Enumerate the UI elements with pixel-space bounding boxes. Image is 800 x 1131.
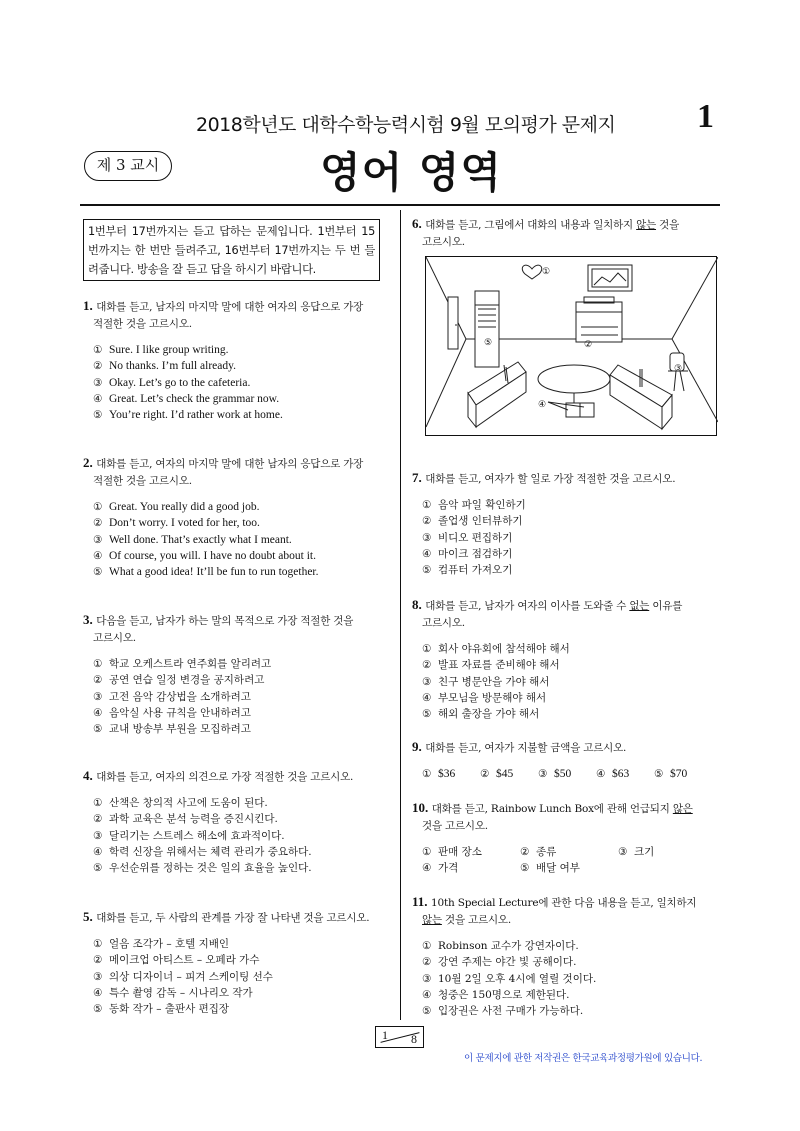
option-list [412, 497, 722, 578]
option-list [412, 766, 722, 782]
figure-label-3: ③ [674, 364, 683, 374]
option[interactable]: ③ Well done. That’s exactly what I meant. [93, 533, 292, 546]
question-2 [83, 454, 393, 580]
question-stem: 다음을 듣고, 남자가 하는 말의 목적으로 가장 적절한 것을 [96, 615, 354, 627]
question-stem-cont: 적절한 것을 고르시오. [93, 475, 192, 487]
option[interactable]: ④ 부모님을 방문해야 해서 [422, 691, 547, 704]
option[interactable]: ④ 청중은 150명으로 제한된다. [422, 988, 570, 1001]
option[interactable]: ① $36 [422, 768, 456, 780]
option[interactable]: ① 판매 장소 [422, 846, 482, 858]
question-stem: 대화를 듣고, Rainbow Lunch Box에 관해 언급되지 않은 [431, 803, 693, 815]
option-list [83, 499, 393, 580]
column-divider [400, 210, 401, 1020]
option[interactable]: ⑤ What a good idea! It’ll be fun to run together. [93, 566, 319, 579]
question-stem-cont: 고르시오. [422, 617, 465, 629]
figure-label-4: ④ [538, 400, 547, 410]
option[interactable]: ② 과학 교육은 분석 능력을 증진시킨다. [93, 813, 278, 826]
header-rule [80, 204, 720, 206]
period-badge: 제 3 교시 [84, 151, 172, 181]
option[interactable]: ② No thanks. I’m full already. [93, 360, 236, 373]
question-stem-cont: 않는 것을 고르시오. [422, 914, 511, 926]
option[interactable]: ① 얼음 조각가 – 호텔 지배인 [93, 938, 230, 950]
option[interactable]: ⑤ 우선순위를 정하는 것은 일의 효율을 높인다. [93, 862, 312, 875]
question-number: 6. [412, 216, 422, 231]
question-number: 2. [83, 455, 93, 470]
option[interactable]: ③ 고전 음악 감상법을 소개하려고 [93, 690, 251, 703]
question-number: 9. [412, 739, 422, 754]
option[interactable]: ⑤ 해외 출장을 가야 해서 [422, 708, 540, 721]
question-stem-cont: 고르시오. [93, 632, 136, 644]
figure-label-2: ② [584, 340, 593, 350]
option[interactable]: ⑤ 배달 여부 [520, 862, 580, 875]
option[interactable]: ① 학교 오케스트라 연주회를 알리려고 [93, 658, 272, 670]
option-list [412, 641, 722, 722]
question-9 [412, 738, 722, 782]
option-list [83, 936, 393, 1017]
question-number: 4. [83, 768, 93, 783]
option[interactable]: ③ 달리기는 스트레스 해소에 효과적이다. [93, 829, 285, 842]
office-illustration [425, 256, 717, 436]
question-stem: 대화를 듣고, 남자의 마지막 말에 대한 여자의 응답으로 가장 [96, 301, 364, 313]
option[interactable]: ② 공연 연습 일정 변경을 공지하려고 [93, 674, 265, 687]
current-page: 1 [382, 1028, 388, 1042]
option[interactable]: ① 회사 야유회에 참석해야 해서 [422, 643, 570, 655]
option-list [83, 656, 393, 737]
question-number: 3. [83, 612, 93, 627]
option[interactable]: ⑤ 교내 방송부 부원을 모집하려고 [93, 723, 251, 736]
option[interactable]: ④ Great. Let’s check the grammar now. [93, 392, 280, 405]
option[interactable]: ③ 의상 디자이너 – 피겨 스케이팅 선수 [93, 970, 273, 983]
option[interactable]: ⑤ 컴퓨터 가져오기 [422, 564, 513, 577]
option[interactable]: ⑤ 동화 작가 – 출판사 편집장 [93, 1003, 230, 1016]
option[interactable]: ② $45 [480, 768, 514, 780]
question-stem: 대화를 듣고, 여자의 의견으로 가장 적절한 것을 고르시오. [96, 771, 354, 783]
option[interactable]: ⑤ 입장권은 사전 구매가 가능하다. [422, 1005, 584, 1018]
question-stem: 대화를 듣고, 여자가 할 일로 가장 적절한 것을 고르시오. [425, 473, 676, 485]
question-10 [412, 799, 722, 877]
option[interactable]: ① 산책은 창의적 사고에 도움이 된다. [93, 797, 268, 809]
option[interactable]: ① Sure. I like group writing. [93, 344, 229, 356]
question-number: 1. [83, 298, 93, 313]
option[interactable]: ③ $50 [538, 768, 572, 780]
question-4 [83, 767, 393, 876]
question-number: 7. [412, 470, 422, 485]
question-8 [412, 596, 722, 722]
exam-title: 2018학년도 대학수학능력시험 9월 모의평가 문제지 [196, 114, 616, 136]
page-number: 1 [697, 98, 714, 135]
question-5 [83, 908, 393, 1017]
question-number: 10. [412, 800, 429, 815]
option[interactable]: ② 발표 자료를 준비해야 해서 [422, 659, 560, 672]
option[interactable]: ② 졸업생 인터뷰하기 [422, 515, 523, 528]
option[interactable]: ③ 10월 2일 오후 4시에 열릴 것이다. [422, 972, 597, 985]
option[interactable]: ⑤ $70 [654, 768, 688, 780]
option[interactable]: ② 강연 주제는 야간 빛 공해이다. [422, 956, 577, 969]
option[interactable]: ④ 학력 신장을 위해서는 체력 관리가 중요하다. [93, 845, 312, 858]
question-stem: 대화를 듣고, 여자가 지불할 금액을 고르시오. [425, 742, 627, 754]
option[interactable]: ① Great. You really did a good job. [93, 501, 260, 513]
option[interactable]: ③ 비디오 편집하기 [422, 531, 513, 544]
question-7 [412, 469, 722, 578]
option[interactable]: ② 종류 [520, 846, 557, 858]
option-list [412, 938, 722, 1019]
notice-box: 1번부터 17번까지는 듣고 답하는 문제입니다. 1번부터 15번까지는 한 번만 들려주고, 16번부터 17번까지는 두 번 들려줍니다. 방송을 잘 듣고 답을 하시기 바랍니다. [83, 219, 380, 281]
option[interactable]: ③ 친구 병문안을 가야 해서 [422, 675, 550, 688]
option[interactable]: ④ $63 [596, 768, 630, 780]
page-indicator [375, 1026, 424, 1048]
option[interactable]: ④ 특수 촬영 감독 – 시나리오 작가 [93, 986, 253, 999]
option[interactable]: ③ Okay. Let’s go to the cafeteria. [93, 376, 251, 389]
question-3 [83, 611, 393, 737]
option[interactable]: ④ 마이크 점검하기 [422, 547, 513, 560]
figure-label-1: ① [542, 267, 551, 277]
option[interactable]: ① Robinson 교수가 강연자이다. [422, 940, 579, 952]
question-stem: 대화를 듣고, 두 사람의 관계를 가장 잘 나타낸 것을 고르시오. [96, 912, 370, 924]
subject-title: 영어 영역 [320, 148, 502, 197]
option[interactable]: ② 메이크업 아티스트 – 오페라 가수 [93, 954, 260, 967]
option[interactable]: ④ 가격 [422, 862, 459, 875]
option-list [83, 342, 393, 423]
question-number: 11. [412, 894, 428, 909]
question-number: 8. [412, 597, 422, 612]
question-stem: 10th Special Lecture에 관한 다음 내용을 듣고, 일치하지 [431, 897, 697, 909]
question-1 [83, 297, 393, 423]
question-stem-cont: 고르시오. [422, 236, 465, 248]
total-pages: 8 [411, 1032, 417, 1046]
option-list [412, 844, 722, 877]
question-stem: 대화를 듣고, 여자의 마지막 말에 대한 남자의 응답으로 가장 [96, 458, 364, 470]
question-stem: 대화를 듣고, 그림에서 대화의 내용과 일치하지 않는 것을 [425, 219, 680, 231]
option[interactable]: ④ Of course, you will. I have no doubt about it. [93, 549, 316, 562]
option[interactable]: ⑤ You’re right. I’d rather work at home. [93, 409, 283, 422]
option[interactable]: ④ 음악실 사용 규칙을 안내하려고 [93, 706, 251, 719]
figure-label-5: ⑤ [484, 338, 493, 348]
option[interactable]: ② Don’t worry. I voted for her, too. [93, 517, 260, 530]
question-6 [412, 215, 722, 251]
option-list [83, 795, 393, 876]
option[interactable]: ① 음악 파일 확인하기 [422, 499, 526, 511]
question-11 [412, 893, 722, 1019]
question-stem-cont: 것을 고르시오. [422, 820, 488, 832]
question-number: 5. [83, 909, 93, 924]
option[interactable]: ③ 크기 [618, 846, 655, 858]
copyright-notice: 이 문제지에 관한 저작권은 한국교육과정평가원에 있습니다. [464, 1053, 703, 1064]
question-stem-cont: 적절한 것을 고르시오. [93, 318, 192, 330]
question-stem: 대화를 듣고, 남자가 여자의 이사를 도와줄 수 없는 이유를 [425, 600, 683, 612]
